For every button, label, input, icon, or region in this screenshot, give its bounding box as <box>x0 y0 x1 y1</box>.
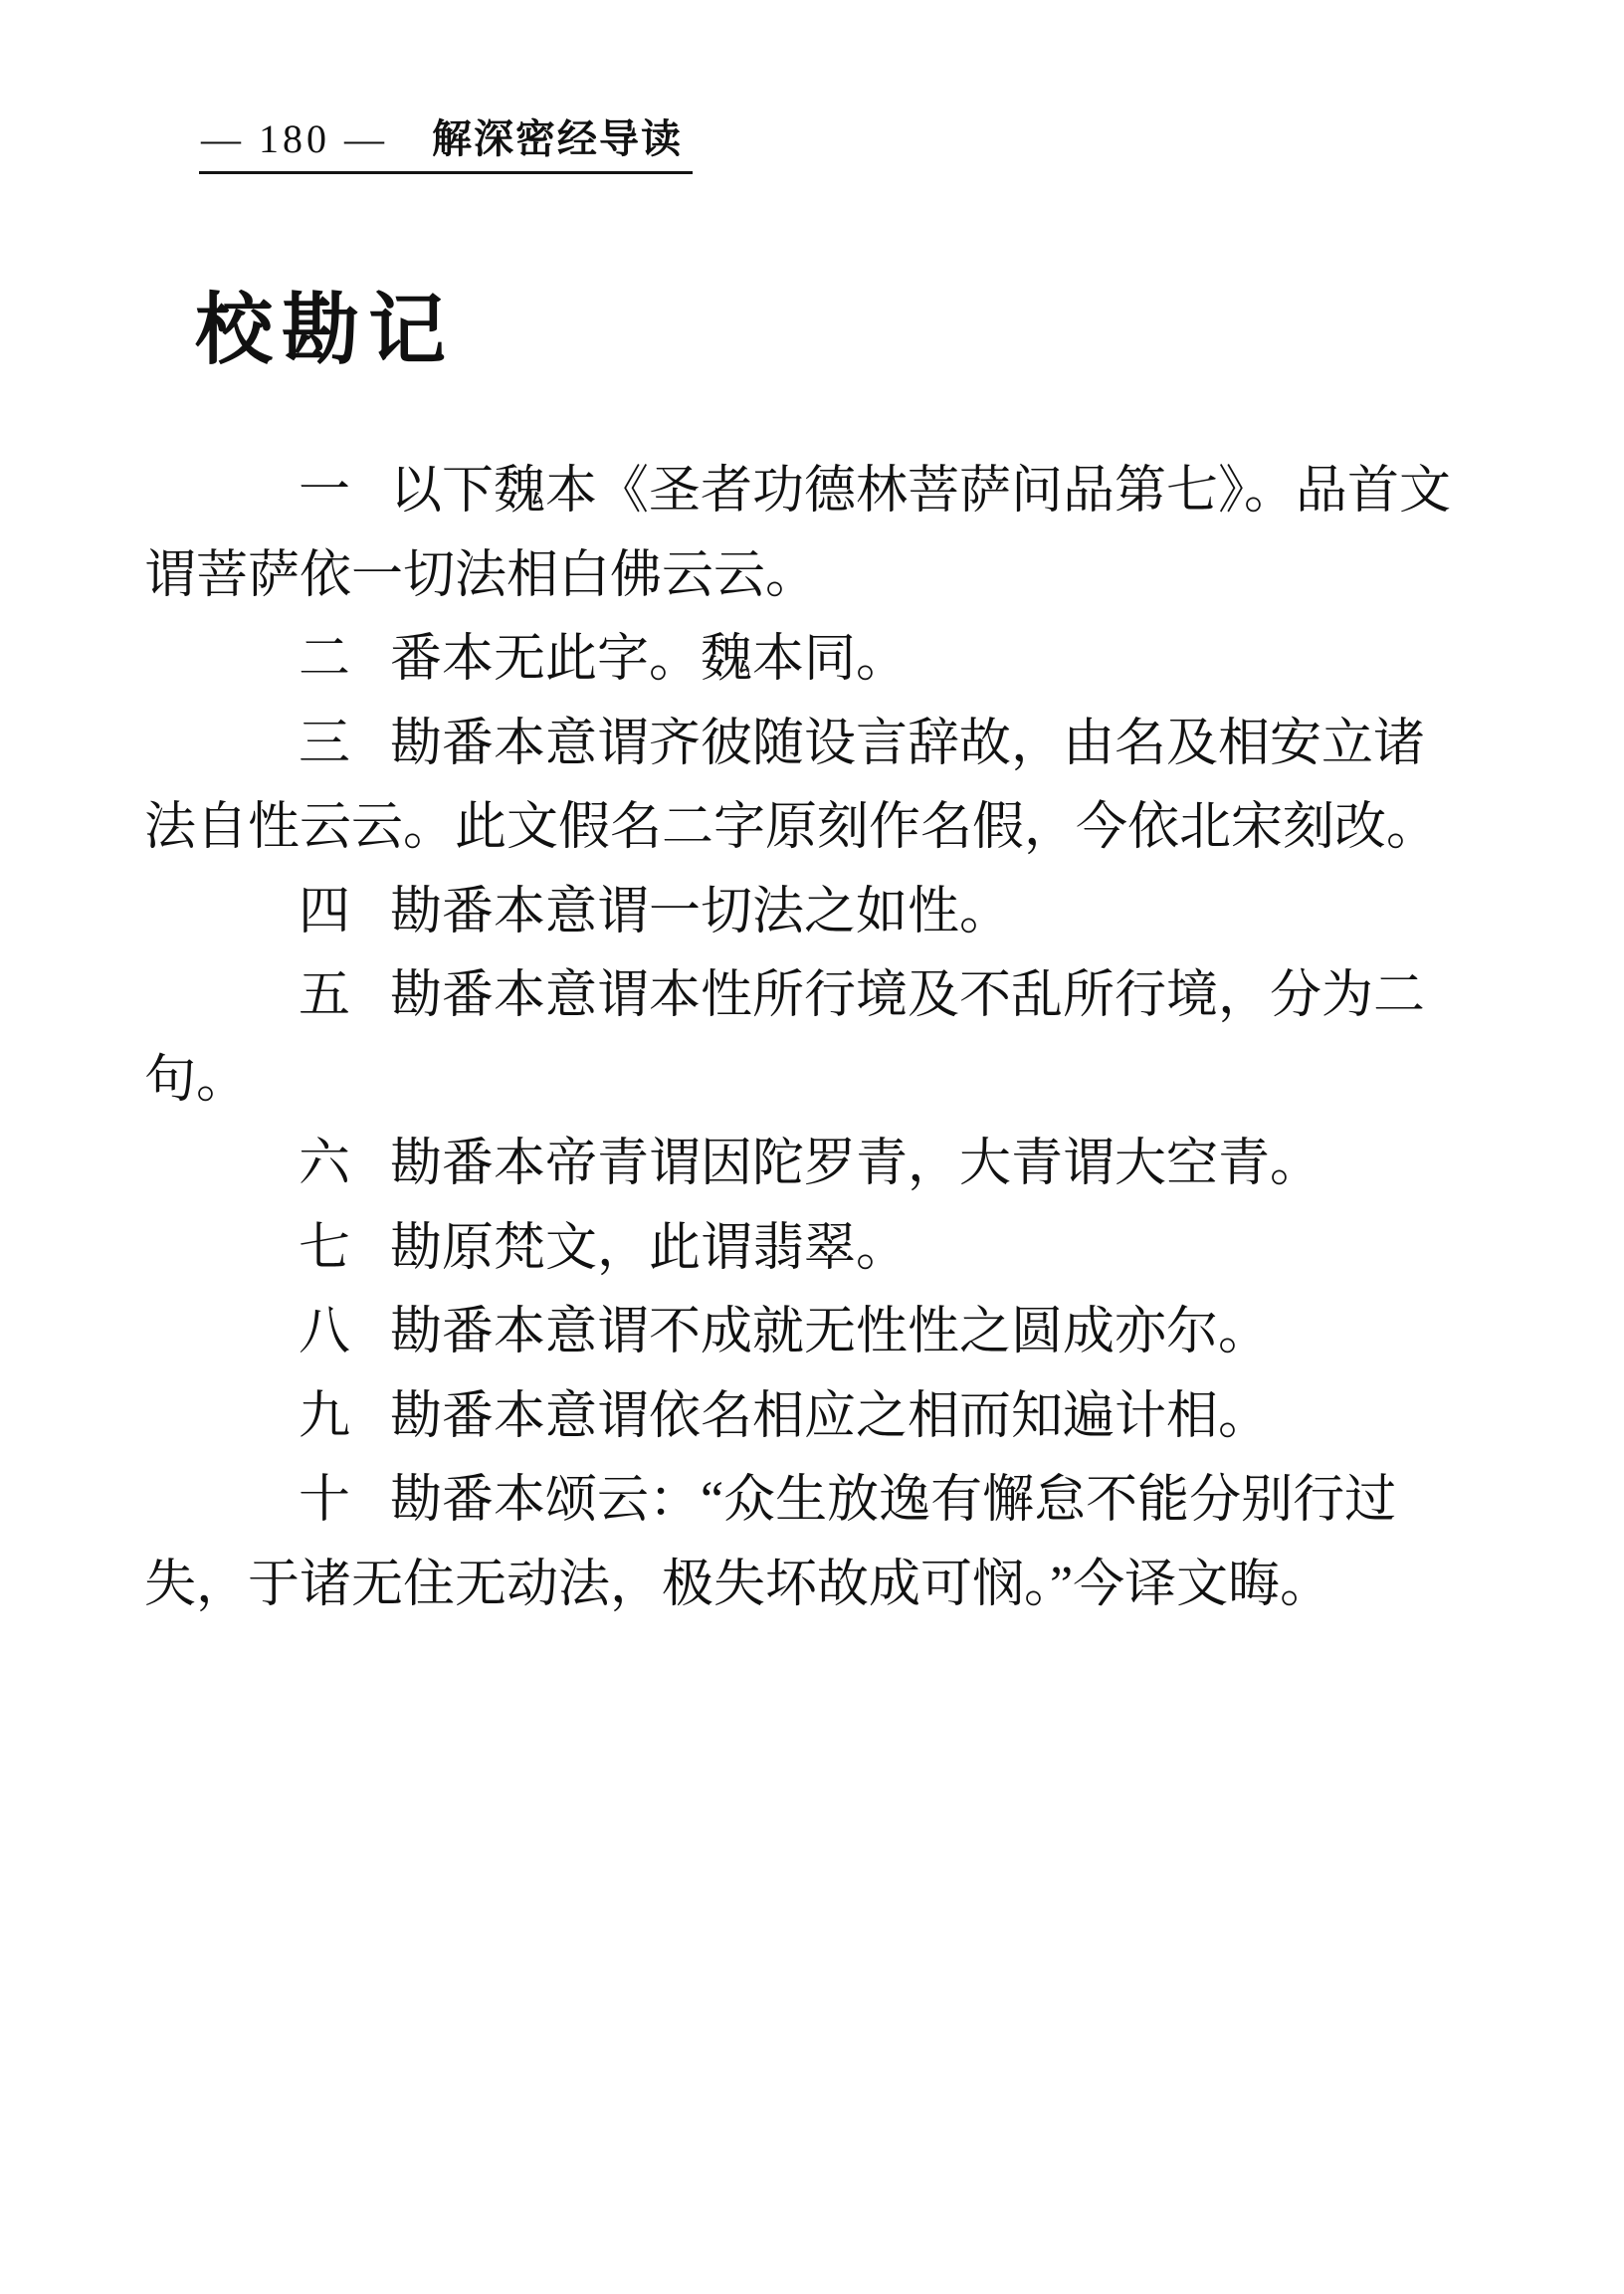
item-number: 五 <box>299 967 351 1024</box>
line-text: 勘番本帝青谓因陀罗青，大青谓大空青。 <box>390 1136 1322 1192</box>
collation-line <box>144 1039 1490 1124</box>
collation-line <box>144 450 1490 534</box>
collation-line <box>144 618 1490 703</box>
line-text: 勘番本意谓不成就无性性之圆成亦尔。 <box>390 1304 1271 1360</box>
item-number: 七 <box>299 1219 351 1277</box>
item-number: 六 <box>299 1136 351 1192</box>
collation-line <box>144 703 1490 787</box>
line-text: 勘番本颂云：“众生放逸有懈怠不能分别行过 <box>390 1472 1397 1529</box>
line-text: 勘番本意谓本性所行境及不乱所行境，分为二 <box>390 967 1426 1024</box>
item-number: 三 <box>299 715 351 772</box>
page-number: — 180 — <box>201 116 388 161</box>
collation-line <box>144 534 1490 619</box>
line-text: 勘原梵文，此谓翡翠。 <box>390 1219 909 1277</box>
item-number: 四 <box>299 883 351 940</box>
line-text: 勘番本意谓齐彼随设言辞故，由名及相安立诸 <box>390 715 1426 772</box>
line-text: 谓菩萨依一切法相白佛云云。 <box>144 546 818 604</box>
item-number: 八 <box>299 1304 351 1360</box>
line-text: 勘番本意谓依名相应之相而知遍计相。 <box>390 1387 1271 1445</box>
collation-line <box>144 1459 1490 1544</box>
collation-line <box>144 1375 1490 1460</box>
collation-line <box>144 1207 1490 1292</box>
item-number: 一 <box>299 463 351 520</box>
item-number: 二 <box>299 631 351 688</box>
running-header <box>199 115 693 174</box>
line-text: 以下魏本《圣者功德林菩萨问品第七》。品首文 <box>390 463 1452 520</box>
line-text: 番本无此字。魏本同。 <box>390 631 909 688</box>
line-text: 句。 <box>144 1051 249 1109</box>
line-text: 法自性云云。此文假名二字原刻作名假，今依北宋刻改。 <box>144 799 1439 856</box>
collation-line <box>144 1291 1490 1375</box>
line-text: 失，于诸无住无动法，极失坏故成可悯。”今译文晦。 <box>144 1556 1332 1613</box>
collation-notes-body <box>144 450 1490 1627</box>
book-title: 解深密经导读 <box>432 116 683 161</box>
item-number: 十 <box>299 1472 351 1529</box>
collation-line <box>144 786 1490 871</box>
collation-line <box>144 1544 1490 1628</box>
line-text: 勘番本意谓一切法之如性。 <box>390 883 1012 940</box>
collation-line <box>144 954 1490 1039</box>
collation-line <box>144 1123 1490 1207</box>
collation-line <box>144 871 1490 955</box>
section-title: 校勘记 <box>195 287 456 373</box>
item-number: 九 <box>299 1387 351 1445</box>
